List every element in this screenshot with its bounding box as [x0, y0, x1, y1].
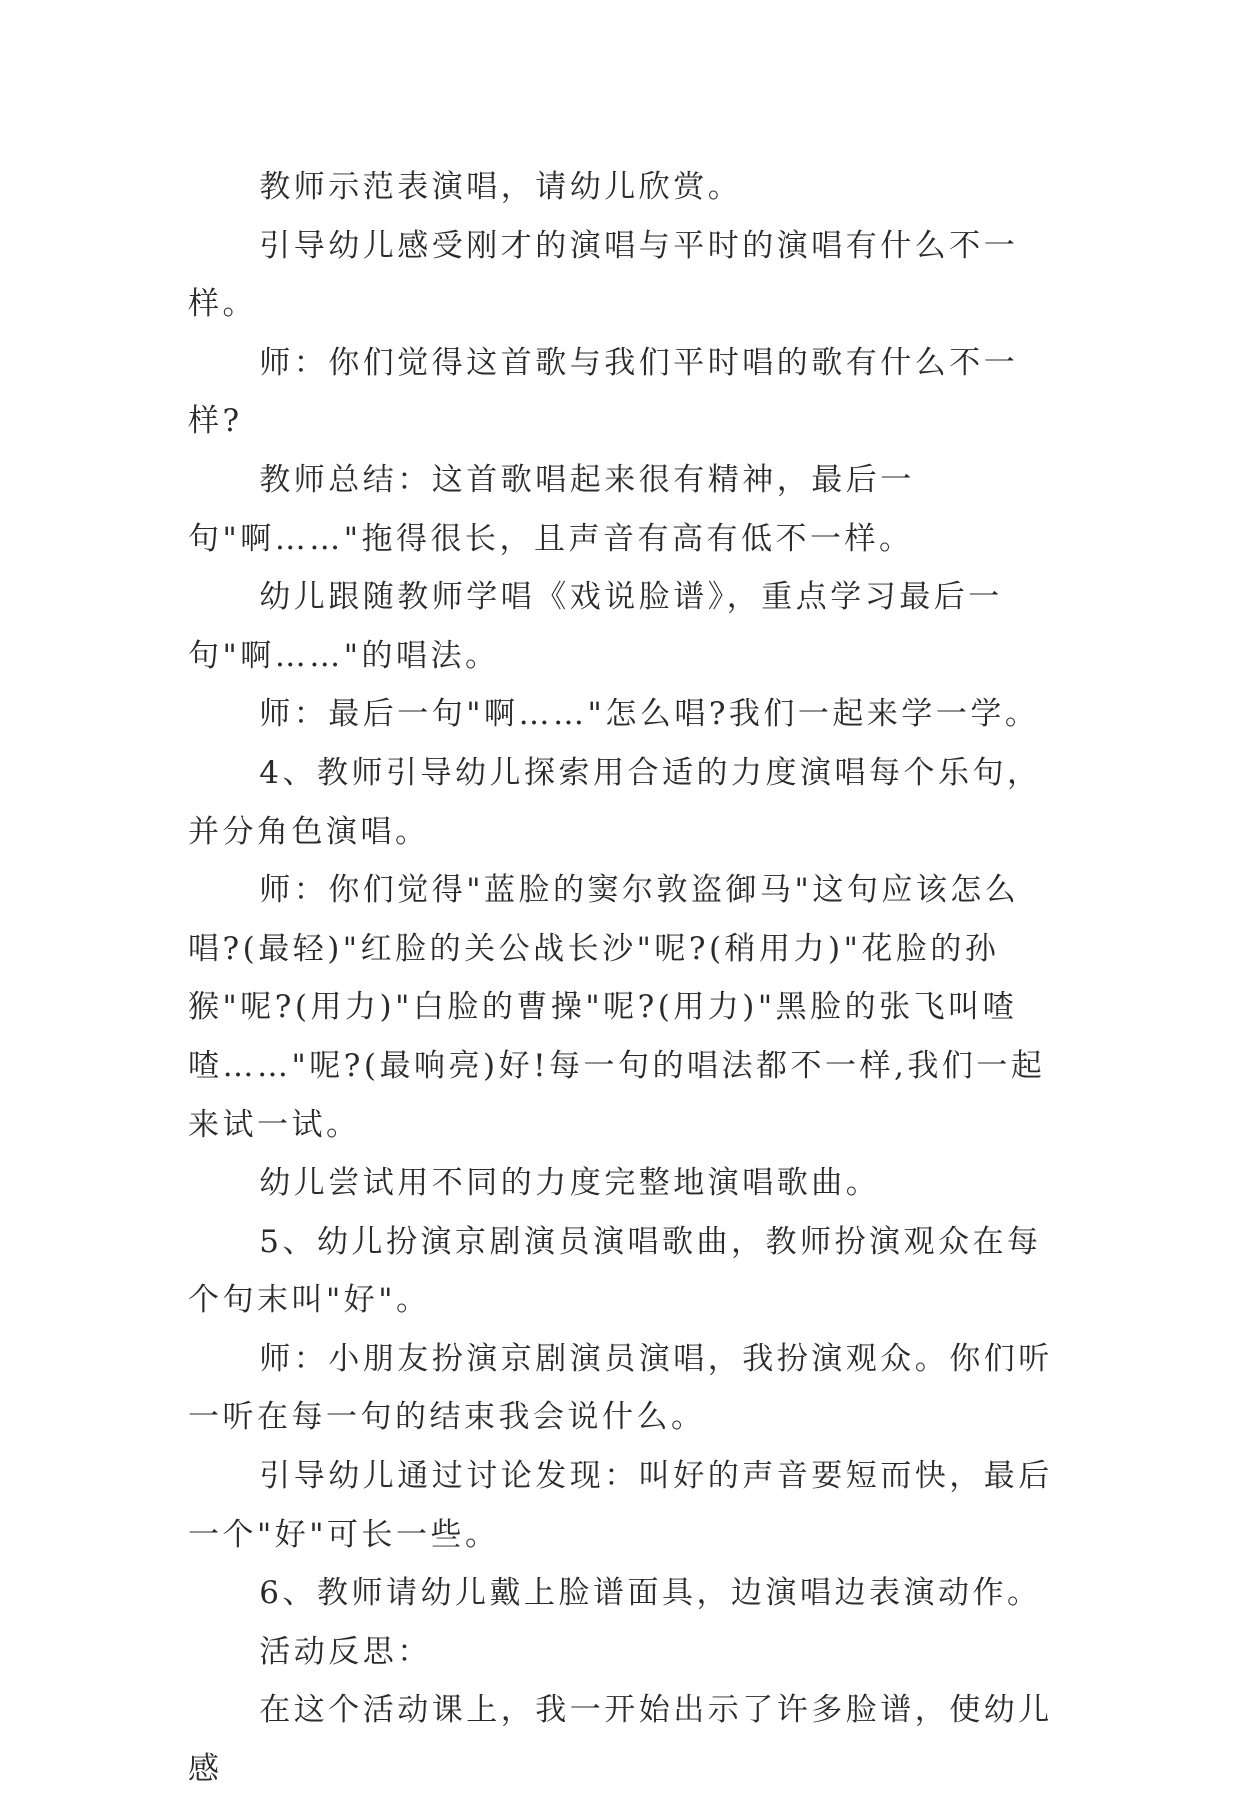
paragraph-12: 引导幼儿通过讨论发现：叫好的声音要短而快，最后一个"好"可长一些。 — [188, 1458, 1053, 1553]
paragraph-6: 师：最后一句"啊……"怎么唱?我们一起来学一学。 — [259, 696, 1040, 733]
paragraph-14: 活动反思： — [259, 1633, 432, 1670]
paragraph-5: 幼儿跟随教师学唱《戏说脸谱》，重点学习最后一句"啊……"的唱法。 — [188, 579, 1003, 674]
paragraph-13: 6、教师请幼儿戴上脸谱面具，边演唱边表演动作。 — [259, 1575, 1042, 1612]
paragraph-4: 教师总结：这首歌唱起来很有精神，最后一句"啊……"拖得很长，且声音有高有低不一样。 — [188, 461, 915, 557]
paragraph-1: 教师示范表演唱，请幼儿欣赏。 — [259, 169, 743, 205]
paragraph-7: 4、教师引导幼儿探索用合适的力度演唱每个乐句，并分角色演唱。 — [188, 754, 1042, 850]
paragraph-2: 引导幼儿感受刚才的演唱与平时的演唱有什么不一样。 — [188, 227, 1019, 323]
paragraph-9: 幼儿尝试用不同的力度完整地演唱歌曲。 — [259, 1165, 881, 1202]
document-body — [188, 158, 1068, 1799]
paragraph-3: 师：你们觉得这首歌与我们平时唱的歌有什么不一样? — [188, 344, 1019, 440]
paragraph-15: 在这个活动课上，我一开始出示了许多脸谱，使幼儿感 — [188, 1692, 1053, 1788]
paragraph-11: 师：小朋友扮演京剧演员演唱，我扮演观众。你们听一听在每一句的结束我会说什么。 — [188, 1340, 1053, 1436]
paragraph-10: 5、幼儿扮演京剧演员演唱歌曲，教师扮演观众在每个句末叫"好"。 — [188, 1223, 1042, 1319]
paragraph-8: 师：你们觉得"蓝脸的窦尔敦盗御马"这句应该怎么唱?(最轻)"红脸的关公战长沙"呢?(稍用力)"花脸的孙猴"呢?(用力)"白脸的曹操"呢?(用力)"黑脸的张飞叫喳喳……"呢?(最响亮)好!每一句的唱法都不一样,我们一起来试一试。 — [188, 872, 1046, 1143]
